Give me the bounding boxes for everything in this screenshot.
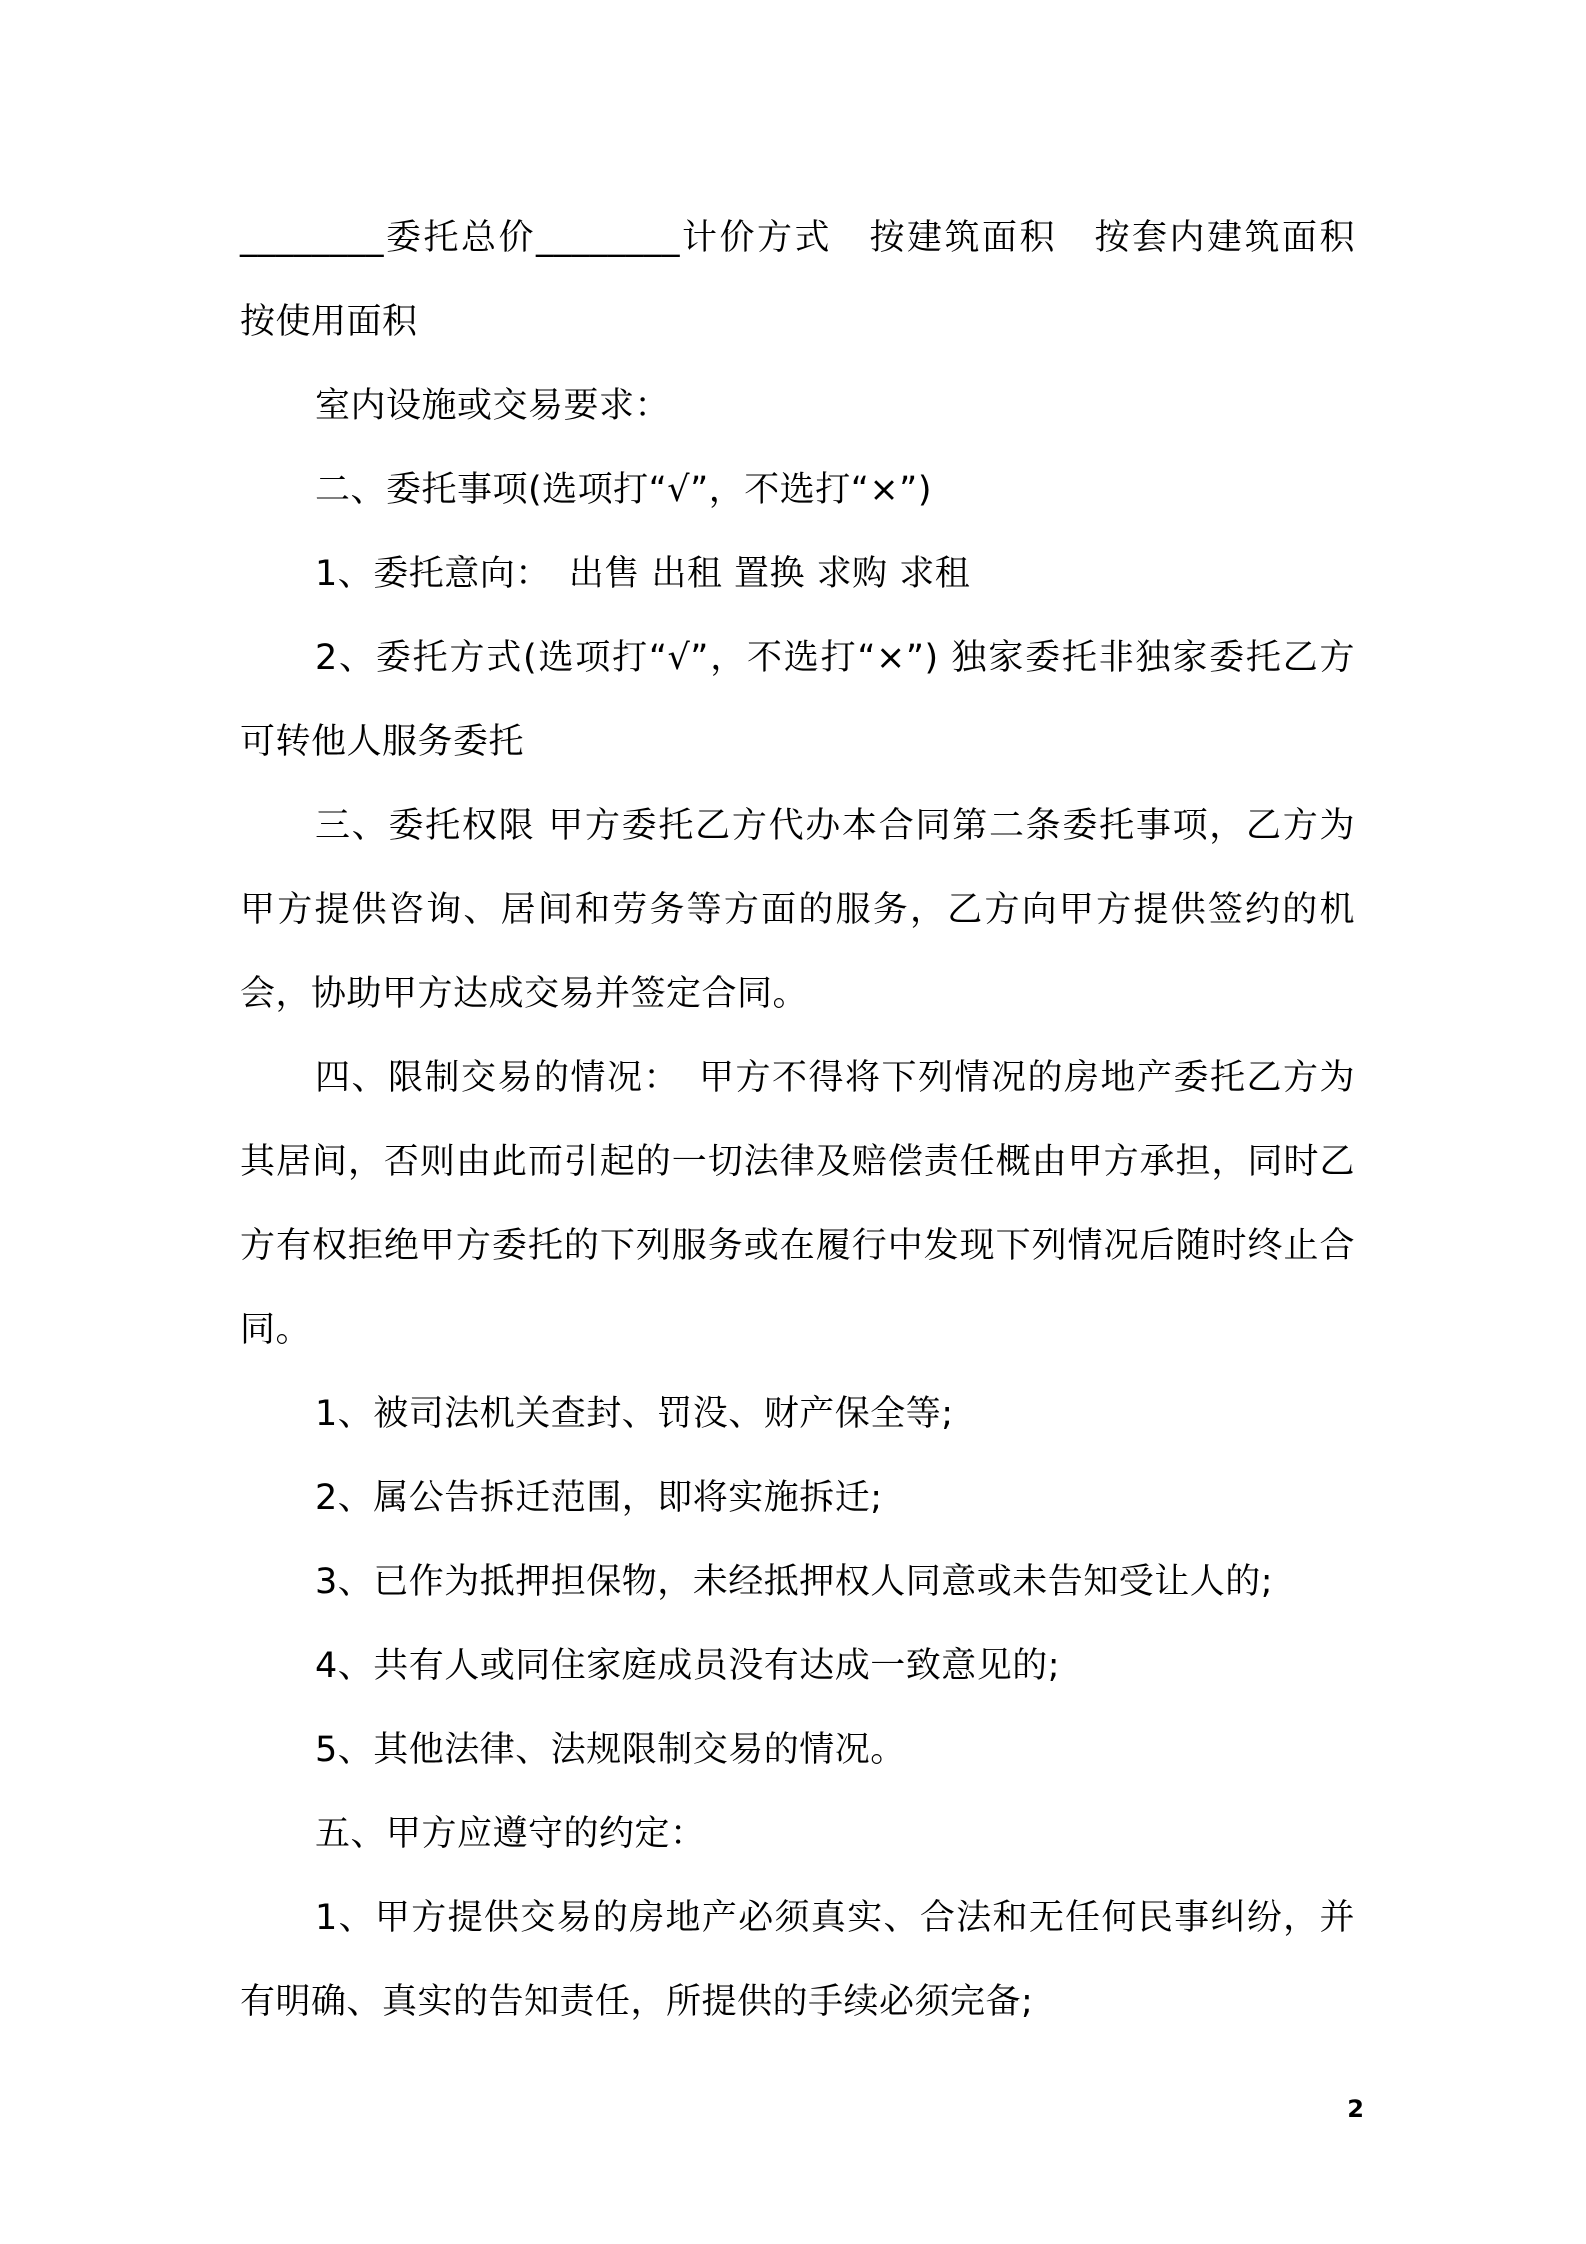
list-item-restriction-3: 3、已作为抵押担保物，未经抵押权人同意或未告知受让人的; xyxy=(315,1562,1274,1602)
paragraph-method: 2、委托方式(选项打“√”，不选打“×”) 独家委托非独家委托乙方可转他人服务委托 xyxy=(240,638,1355,762)
paragraph-section-2-title: 二、委托事项(选项打“√”，不选打“×”) xyxy=(315,470,932,510)
paragraph-intent: 1、委托意向： 出售 出租 置换 求购 求租 xyxy=(315,554,971,594)
paragraph-section-5-title: 五、甲方应遵守的约定： xyxy=(315,1814,706,1854)
paragraph-section-3: 三、委托权限 甲方委托乙方代办本合同第二条委托事项，乙方为甲方提供咨询、居间和劳务等方面的服务，乙方向甲方提供签约的机会，协助甲方达成交易并签定合同。 xyxy=(240,806,1355,1014)
paragraph-facilities: 室内设施或交易要求： xyxy=(315,386,671,426)
list-item-restriction-4: 4、共有人或同住家庭成员没有达成一致意见的; xyxy=(315,1646,1061,1686)
page-number: 2 xyxy=(1347,2095,1364,2123)
paragraph-price-method: ________委托总价________计价方式 按建筑面积 按套内建筑面积 按使用面积 xyxy=(240,218,1391,342)
list-item-restriction-1: 1、被司法机关查封、罚没、财产保全等; xyxy=(315,1394,954,1434)
list-item-restriction-5: 5、其他法律、法规限制交易的情况。 xyxy=(315,1730,906,1770)
document-body xyxy=(240,196,1391,2044)
paragraph-section-4: 四、限制交易的情况： 甲方不得将下列情况的房地产委托乙方为其居间，否则由此而引起的一切法律及赔偿责任概由甲方承担，同时乙方有权拒绝甲方委托的下列服务或在履行中发现下列情况后随时终止合同。 xyxy=(240,1058,1355,1350)
list-item-obligation-1: 1、甲方提供交易的房地产必须真实、合法和无任何民事纠纷，并有明确、真实的告知责任，所提供的手续必须完备; xyxy=(240,1898,1355,2022)
list-item-restriction-2: 2、属公告拆迁范围，即将实施拆迁; xyxy=(315,1478,883,1518)
